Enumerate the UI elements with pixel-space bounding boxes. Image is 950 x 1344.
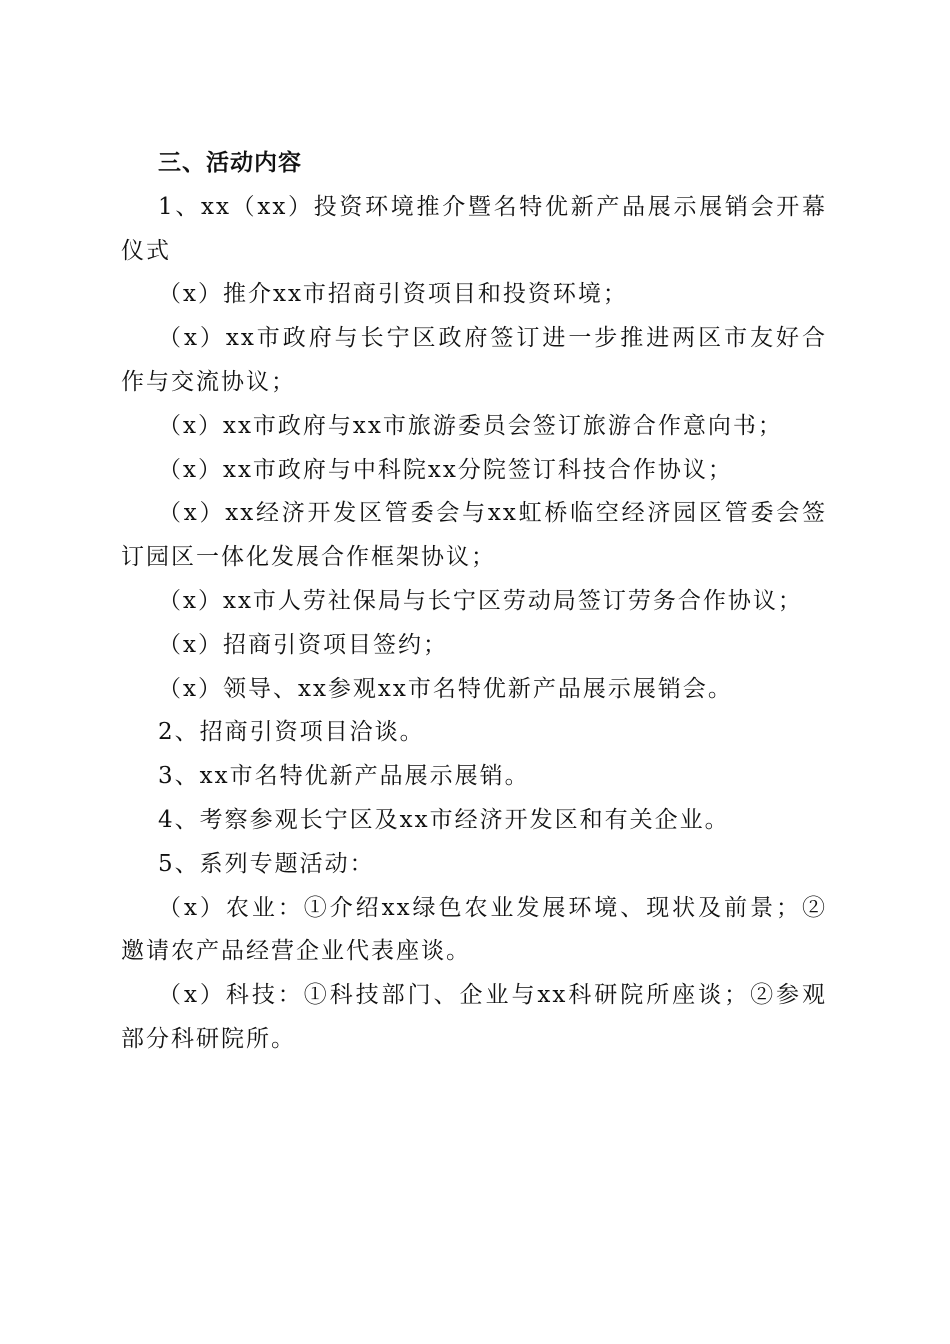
- section-title: 三、活动内容: [158, 150, 302, 176]
- paragraph-item-4-inspection: 4、考察参观长宁区及xx市经济开发区和有关企业。: [158, 806, 730, 833]
- paragraph-sub-tourism-agreement: （x）xx市政府与xx市旅游委员会签订旅游合作意向书；: [158, 412, 783, 439]
- paragraph-sub-promotion: （x）推介xx市招商引资项目和投资环境；: [158, 281, 628, 308]
- paragraph-item-1-opening-ceremony: 1、xx（xx）投资环境推介暨名特优新产品展示展销会开幕仪式: [121, 193, 827, 264]
- paragraph-item-3-exhibition: 3、xx市名特优新产品展示展销。: [158, 763, 530, 790]
- paragraph-sub-labor-agreement: （x）xx市人劳社保局与长宁区劳动局签订劳务合作协议；: [158, 587, 803, 614]
- paragraph-sub-technology: （x）科技：①科技部门、企业与xx科研院所座谈；②参观部分科研院所。: [121, 982, 827, 1052]
- paragraph-item-2-negotiation: 2、招商引资项目洽谈。: [158, 719, 425, 746]
- paragraph-item-5-special-activities: 5、系列专题活动：: [158, 850, 375, 877]
- paragraph-sub-friendship-agreement: （x）xx市政府与长宁区政府签订进一步推进两区市友好合作与交流协议；: [121, 325, 827, 395]
- paragraph-sub-exhibition-visit: （x）领导、xx参观xx市名特优新产品展示展销会。: [158, 675, 733, 702]
- paragraph-sub-park-agreement: （x）xx经济开发区管委会与xx虹桥临空经济园区管委会签订园区一体化发展合作框架协议；: [121, 500, 827, 571]
- paragraph-sub-agriculture: （x）农业：①介绍xx绿色农业发展环境、现状及前景；②邀请农产品经营企业代表座谈。: [121, 894, 827, 965]
- paragraph-sub-project-signing: （x）招商引资项目签约；: [158, 631, 448, 658]
- paragraph-sub-tech-agreement: （x）xx市政府与中科院xx分院签订科技合作协议；: [158, 456, 733, 483]
- document-body: [121, 142, 827, 1062]
